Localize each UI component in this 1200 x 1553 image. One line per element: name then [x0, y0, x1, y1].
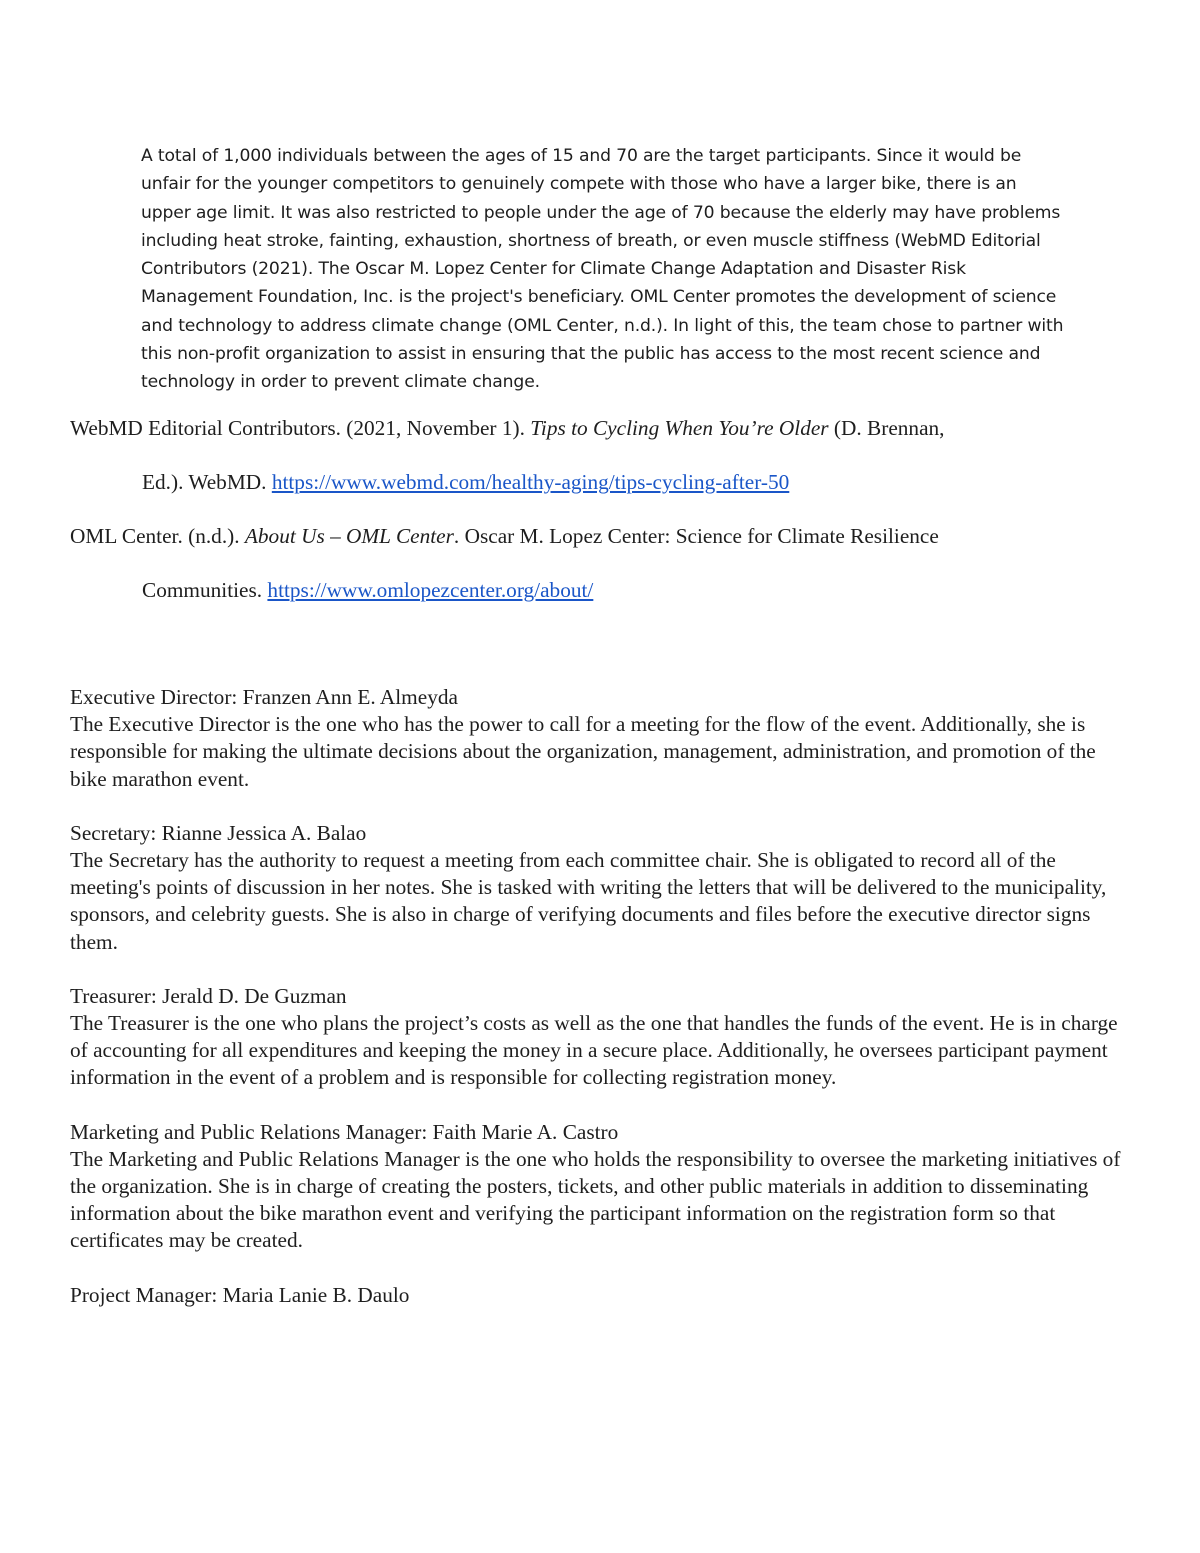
- role-entry: [70, 1119, 1130, 1255]
- reference-title: Tips to Cycling When You’re Older: [530, 416, 829, 440]
- reference-entry: [70, 410, 1130, 518]
- reference-publisher: Communities.: [142, 578, 268, 602]
- reference-entry: [70, 518, 1130, 626]
- role-description: The Treasurer is the one who plans the project’s costs as well as the one that handles the funds of the event. He is in charge of accounting for all expenditures and keeping the money in a secure place. Additionally, he oversees participant payment information in the event of a problem and is responsible for collecting registration money.: [70, 1011, 1118, 1090]
- reference-title: About Us – OML Center: [244, 524, 454, 548]
- role-heading: Executive Director: Franzen Ann E. Almeyda: [70, 685, 458, 709]
- role-entry: [70, 983, 1130, 1092]
- reference-details: . Oscar M. Lopez Center: Science for Climate Resilience: [453, 524, 939, 548]
- reference-details: (D. Brennan,: [828, 416, 945, 440]
- reference-publisher: Ed.). WebMD.: [142, 470, 272, 494]
- role-entry: [70, 820, 1130, 956]
- reference-link[interactable]: https://www.webmd.com/healthy-aging/tips-cycling-after-50: [271, 470, 790, 494]
- reference-author-date: OML Center. (n.d.).: [70, 524, 245, 548]
- role-description: The Executive Director is the one who has the power to call for a meeting for the flow of the event. Additionally, she is responsible for making the ultimate decisions about the organization, management, administration, and promotion of the bike marathon event.: [70, 712, 1096, 791]
- role-entry: [70, 684, 1130, 793]
- role-heading: Secretary: Rianne Jessica A. Balao: [70, 820, 367, 845]
- roles-section: [70, 684, 1130, 1336]
- references-section: [70, 410, 1130, 626]
- role-entry: [70, 1282, 1130, 1309]
- role-description: The Marketing and Public Relations Manager is the one who holds the responsibility to oversee the marketing initiatives of the organization. She is in charge of creating the posters, tickets, and other public materials in addition to disseminating information about the bike marathon event and verifying the participant information on the registration form so that certificates may be created.: [70, 1146, 1121, 1253]
- role-description: The Secretary has the authority to request a meeting from each committee chair. She is obligated to record all of the meeting's points of discussion in her notes. She is tasked with writing the letters that will be delivered to the municipality, sponsors, and celebrity guests. She is also in charge of verifying documents and files before the executive director signs them.: [70, 848, 1107, 954]
- role-heading: Treasurer: Jerald D. De Guzman: [70, 983, 347, 1008]
- reference-link[interactable]: https://www.omlopezcenter.org/about/: [267, 578, 594, 602]
- reference-author-date: WebMD Editorial Contributors. (2021, November 1).: [70, 416, 531, 440]
- role-heading: Marketing and Public Relations Manager: Faith Marie A. Castro: [70, 1119, 619, 1144]
- intro-paragraph: A total of 1,000 individuals between the ages of 15 and 70 are the target participants. Since it would be unfair for the younger competitors to genuinely compete with those who have a larger bike, there is an upper age limit. It was also restricted to people under the age of 70 because the elderly may have problems including heat stroke, fainting, exhaustion, shortness of breath, or even muscle stiffness (WebMD Editorial Contributors (2021). The Oscar M. Lopez Center for Climate Change Adaptation and Disaster Risk Management Foundation, Inc. is the project's beneficiary. OML Center promotes the development of science and technology to address climate change (OML Center, n.d.). In light of this, the team chose to partner with this non-profit organization to assist in ensuring that the public has access to the most recent science and technology in order to prevent climate change.: [141, 146, 1064, 393]
- intro-section: [141, 142, 1071, 397]
- role-heading: Project Manager: Maria Lanie B. Daulo: [70, 1282, 410, 1307]
